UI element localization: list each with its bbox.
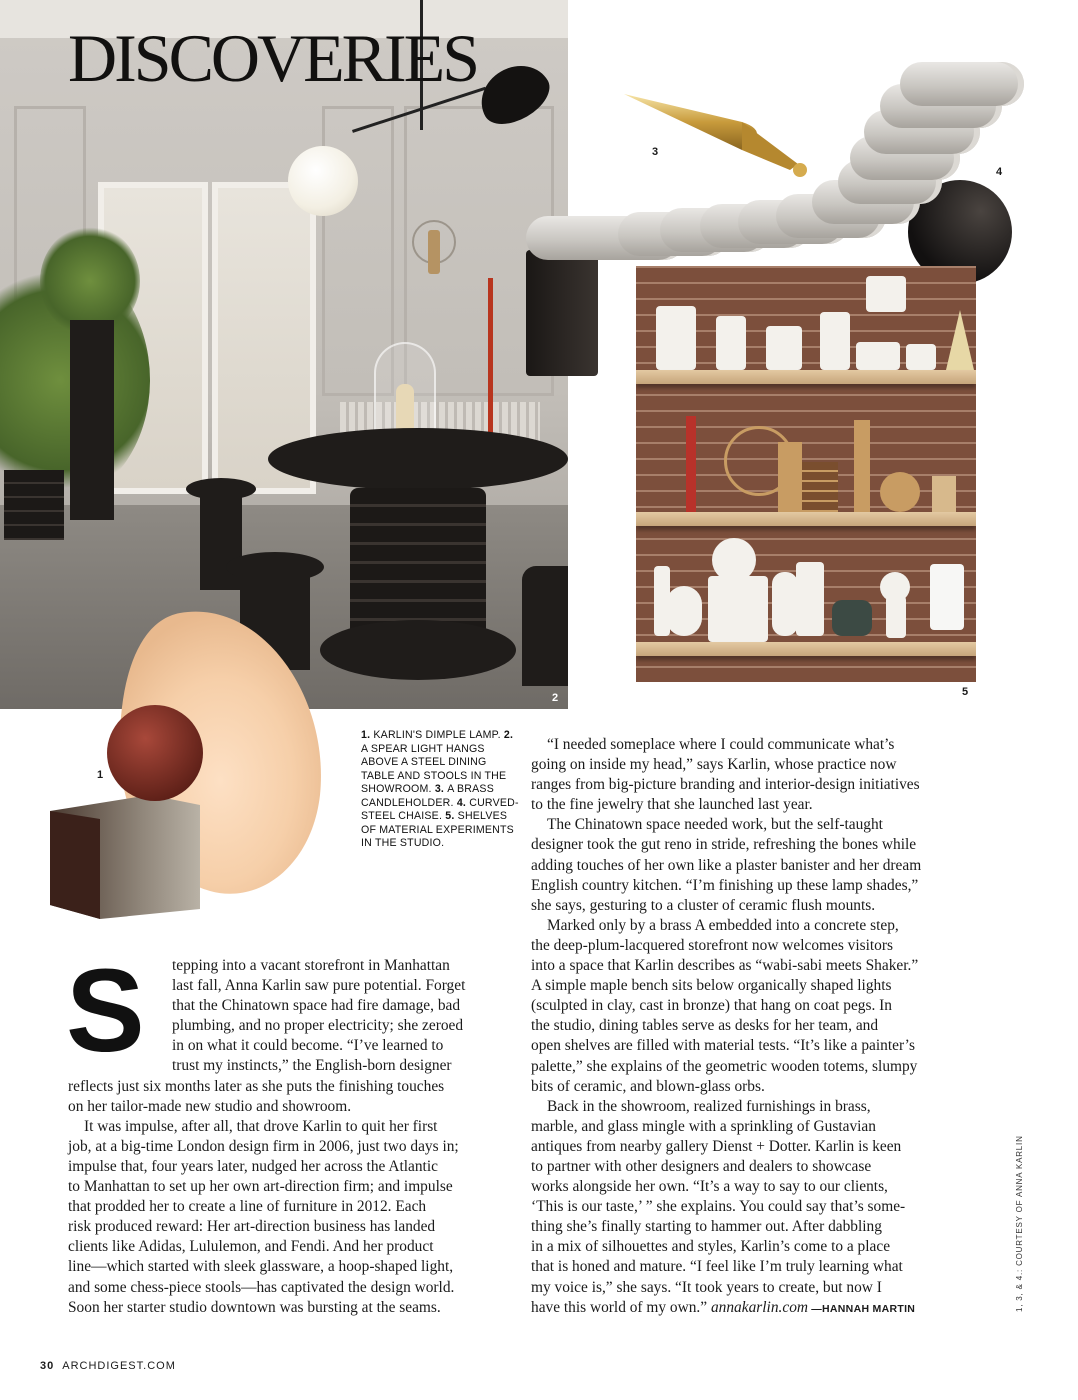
right-column-line: she says, gesturing to a cluster of ceramic flush mounts. — [531, 896, 876, 914]
right-column-line: in a mix of silhouettes and styles, Karlin’s come to a place — [531, 1238, 891, 1256]
left-column-line: to Manhattan to set up her own art-direction firm; and impulse — [68, 1178, 453, 1196]
right-column-line: antiques from nearby gallery Dienst + Dotter. Karlin is keen — [531, 1137, 902, 1155]
right-column-line: works alongside her own. “It’s a way to say to our clients, — [531, 1178, 888, 1196]
left-column-line: Soon her starter studio downtown was bursting at the seams. — [68, 1298, 441, 1316]
left-column-line: that prodded her to create a line of furniture in 2012. Each — [68, 1198, 427, 1216]
dimple-lamp-image — [40, 605, 350, 923]
left-column-line: job, at a big-time London design firm in 2006, just two days in; — [68, 1137, 459, 1155]
site-name: ARCHDIGEST.COM — [62, 1360, 176, 1372]
left-column-line: risk produced reward: Her art-direction business has landed — [68, 1218, 436, 1236]
right-column-line: into a space that Karlin describes as “wabi-sabi meets Shaker.” — [531, 957, 919, 975]
studio-shelves-photo — [636, 266, 976, 682]
author-signature: —HANNAH MARTIN — [808, 1302, 916, 1315]
left-column-line: clients like Adidas, Lululemon, and Fendi. And her product — [68, 1238, 434, 1256]
left-column-line: line—which started with sleek glassware, a hoop-shaped light, — [68, 1258, 454, 1276]
right-column-line: thing she’s finally starting to hammer out. After dabbling — [531, 1218, 882, 1236]
left-column-line: and some chess-piece stools—has captivated the design world. — [68, 1278, 455, 1296]
right-column-line: “I needed someplace where I could communicate what’s — [547, 736, 895, 753]
caption-num-4: 4. — [456, 796, 467, 809]
caption-num-3: 3. — [434, 783, 445, 795]
left-column-line: impulse that, four years later, nudged her across the Atlantic — [68, 1157, 438, 1175]
caption-text-2: A SPEAR LIGHT HANGS ABOVE A STEEL DINING TABLE AND STOOLS IN THE SHOWROOM. — [361, 742, 507, 795]
left-column-line: tepping into a vacant storefront in Manhattan — [172, 957, 450, 974]
right-column-line: Marked only by a brass A embedded into a concrete step, — [547, 916, 899, 934]
right-column-line: English country kitchen. “I’m finishing up these lamp shades,” — [531, 876, 919, 894]
right-column-line: open shelves are filled with material tests. “It’s like a painter’s — [531, 1037, 915, 1055]
right-column-line: Back in the showroom, realized furnishings in brass, — [547, 1097, 871, 1115]
left-column-line: last fall, Anna Karlin saw pure potential. Forget — [172, 977, 466, 995]
image-number-5: 5 — [962, 686, 969, 698]
image-number-1: 1 — [97, 769, 104, 781]
right-column-line: ranges from big-picture branding and interior-design initiatives — [531, 776, 920, 794]
caption-text-1: KARLIN'S DIMPLE LAMP. — [373, 729, 501, 741]
left-column-line: that the Chinatown space had fire damage, bad — [172, 997, 461, 1015]
right-column-line: bits of ceramic, and blown-glass orbs. — [531, 1077, 765, 1095]
image-number-2: 2 — [552, 692, 559, 704]
page-footer — [40, 1360, 176, 1372]
right-column-line: that is honed and mature. “I feel like I’m truly learning what — [531, 1258, 903, 1276]
right-column-line: my voice is,” she says. “It took years to create, but now I — [531, 1278, 882, 1296]
left-column-line: reflects just six months later as she puts the finishing touches — [68, 1077, 445, 1095]
right-column-line: the studio, dining tables serve as desks for her team, and — [531, 1017, 879, 1035]
caption-num-5: 5. — [445, 810, 455, 822]
left-column-line: plumbing, and no proper electricity; she zeroed — [172, 1017, 464, 1035]
website-mention: annakarlin.com — [710, 1298, 809, 1316]
left-column-line: trust my instincts,” the English-born designer — [172, 1057, 452, 1075]
left-column-line: It was impulse, after all, that drove Karlin to quit her first — [84, 1117, 438, 1135]
right-column-line: adding touches of her own like a plaster banister and her dream — [531, 856, 922, 874]
right-column-line: to partner with other designers and dealers to showcase — [531, 1157, 872, 1175]
right-column-line: the deep-plum-lacquered storefront now welcomes visitors — [531, 936, 893, 954]
right-column-line: designer took the gut reno in stride, refreshing the bones while — [531, 836, 917, 854]
right-column-line: have this world of my own.” annakarlin.com —HANNAH MARTIN — [531, 1298, 916, 1316]
caption-text-3: A BRASS CANDLEHOLDER. — [361, 783, 494, 809]
right-column-line: palette,” she explains of the geometric wooden totems, slumpy — [531, 1057, 918, 1075]
caption-num-2: 2. — [503, 729, 514, 741]
drop-cap: S — [66, 945, 145, 1077]
image-number-4: 4 — [996, 166, 1003, 178]
right-column-line: A simple maple bench sits below organically shaped lights — [531, 977, 892, 995]
showroom-photo — [0, 0, 568, 709]
right-column-line: The Chinatown space needed work, but the self-taught — [547, 816, 883, 834]
section-title: DISCOVERIES — [68, 20, 478, 96]
caption-num-1: 1. — [361, 729, 371, 741]
left-column-line: on her tailor-made new studio and showroom. — [68, 1097, 352, 1115]
page-number: 30 — [40, 1360, 55, 1372]
right-column-line: (sculpted in clay, cast in bronze) that hang on coat pegs. In — [531, 997, 892, 1015]
left-column-line: in on what it could become. “I’ve learned to — [172, 1037, 444, 1055]
right-column-line: marble, and glass mingle with a sprinkling of Gustavian — [531, 1117, 876, 1135]
article-column-left — [68, 956, 510, 1318]
photo-credit: 1, 3, & 4.: COURTESY OF ANNA KARLIN — [1015, 1135, 1024, 1312]
image-number-3: 3 — [652, 146, 659, 158]
right-column-line: ‘This is our taste,’ ” she explains. You could say that’s some- — [531, 1198, 906, 1216]
article-column-right — [531, 735, 975, 1318]
right-column-line: going on inside my head,” says Karlin, whose practice now — [531, 756, 897, 774]
photo-caption — [361, 729, 521, 851]
caption-text-4: CURVED-STEEL CHAISE. — [361, 796, 519, 822]
caption-text-5: SHELVES OF MATERIAL EXPERIMENTS IN THE STUDIO. — [361, 810, 514, 849]
right-column-line: to the fine jewelry that she launched last year. — [531, 796, 813, 814]
